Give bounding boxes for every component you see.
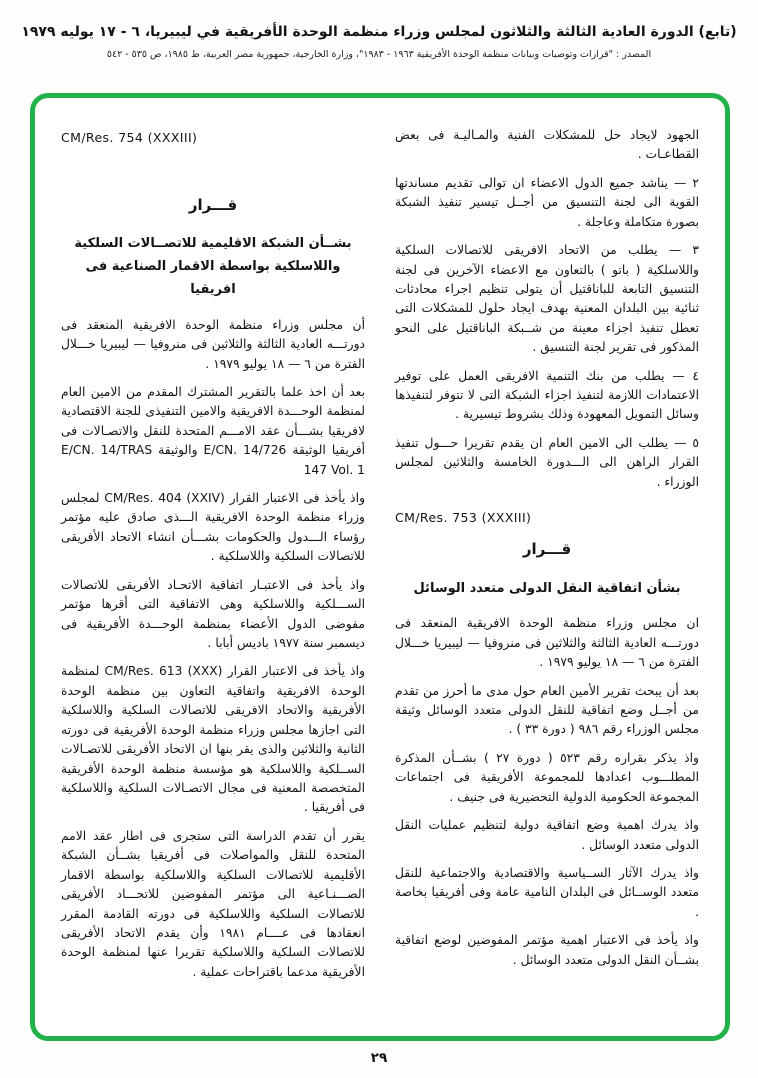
paragraph: واذ يدرك اهمية وضع اتفاقية دولية لتنظيم عمليات النقل الدولى متعدد الوسائل .: [395, 818, 699, 852]
paragraph: بعد أن اخذ علما بالتقرير المشترك المقدم من الامين العام لمنظمة الوحـــدة الافريقية والامين التنفيذى للجنة الاقتصادية لافريقيا بشـــأن عقد الامـــم المتحدة للنقل والاتصـالات فى أفريقيا الوثيقة E/CN. 14/726 والوثيقة E/CN. 14/TRAS 147 Vol. 1: [61, 384, 365, 477]
continuation-paragraph: ٣ — يطلب من الاتحاد الافريقى للاتصالات السلكية واللاسلكية ( باتو ) بالتعاون مع الاعضاء الآخرين فى لجنة التنسيق التابعة للباناقتيل أن يتولى تنظيم اجراء محادثات ثنائية بين البلدان المعنية بهدف ايجاد حلول للمشكلات التى تعطل تنفيذ اجزاء معينة من شــبكة الباناقتيل على النحو المذكور فى تقرير لجنة التنسيق .: [395, 243, 699, 355]
continuation-paragraph: ٢ — يناشد جميع الدول الاعضاء ان توالى تقديم مساندتها القوية الى لجنة التنسيق من أجــل تيسير تنفيذ الشبكة بصورة متكاملة وعاجلة .: [395, 175, 699, 229]
right-column: [395, 126, 699, 1018]
paragraph: ان مجلس وزراء منظمة الوحدة الافريقية المنعقد فى دورتـــه العادية الثالثة والثلاثين فى منروفيا — ليبيريا خـــلال الفترة من ٦ — ١٨ يوليو ١٩٧٩ .: [395, 616, 699, 670]
continuation-paragraph: ٥ — يطلب الى الامين العام ان يقدم تقريرا حـــول تنفيذ القرار الراهن الى الـــدورة الخامسة والثلاثين لمجلس الوزراء .: [395, 435, 699, 489]
resolution-ref: CM/Res. 753 (XXXIII): [395, 510, 532, 526]
paragraph: يقرر أن تقدم الدراسة التى ستجرى فى اطار عقد الامم المتحدة للنقل والمواصلات فى أفريقيا بشــأن الشبكة الأقليمية للاتصالات السلكية واللاسلكية بواسطة الاقمار الصـــنـاعية الى مؤتمر المفوضين للاتحـــاد الأفريقى للاتصالات السلكية واللاسلكية فى دورته القادمة المقرر انعقادها فى عــــام ١٩٨١ وأن يقدم الاتحاد الأفريقى للاتصالات السلكية واللاسلكية تقريرا عنها لمنظمة الوحدة الأفريقية مدعما باقتراحات عملية .: [61, 828, 365, 979]
paragraph: واذ يأخذ فى الاعتبار القرار CM/Res. 404 (XXIV) لمجلس وزراء منظمة الوحدة الافريقية الـــذى صادق عليه مؤتمر رؤساء الـــدول والحكومات بشـــأن انشاء الاتحاد الأفريقى للاتصالات السلكية واللاسلكية .: [61, 491, 366, 564]
content-border-frame: [30, 93, 730, 1041]
resolution-subtitle: بشأن اتفاقية النقل الدولى متعدد الوسائل: [413, 580, 681, 596]
resolution-title: قـــرار: [188, 195, 238, 214]
continuation-paragraph: الجهود لايجاد حل للمشكلات الفنية والمـاليـة فى بعض القطاعـات .: [395, 128, 699, 162]
resolution-title: قـــرار: [522, 539, 572, 558]
document-header: [0, 24, 758, 60]
paragraph: واذ يأخذ فى الاعتبار القرار CM/Res. 613 (XXX) لمنظمة الوحدة الافريقية واتفاقية التعاون بين منظمة الوحدة الأفريقية والاتحاد الافريقى للاتصالات السلكية واللاسلكية التى اجازها مجلس وزراء منظمة الوحدة الأفريقية فى دورته الثانية والثلاثين والذى يقر بنها ان الاتحاد الأفريقى للاتصـالات الســلكية واللاسلكية هو مؤسسة منظمة الوحدة الأفريقية المتخصصة المعنية فى مجال الاتصـالات السلكية واللاسلكية فى أفريقيا .: [61, 664, 366, 815]
paragraph: بعد أن يبحث تقرير الأمين العام حول مدى ما أحرز من تقدم من أجــل وضع اتفاقية للنقل الدولى متعدد الوسائل وثيقة مجلس الوزراء رقم ٩٨٦ ( دورة ٣٣ ) .: [395, 683, 699, 737]
header-session-title: (تابع) الدورة العادية الثالثة والثلاثون لمجلس وزراء منظمة الوحدة الأفريقية في ليبيريا، ٦ - ١٧ يوليه ١٩٧٩: [21, 24, 737, 40]
left-column: [61, 126, 365, 1018]
resolution-subtitle: بشــأن الشبكة الاقليمية للاتصــالات السلكية واللاسلكية بواسطة الاقمار الصناعية فى افريقيا: [74, 236, 352, 297]
paragraph: واذ يأخذ فى الاعتبار اهمية مؤتمر المفوضين لوضع اتفاقية بشــأن النقل الدولى متعدد الوسائل .: [395, 933, 699, 967]
paragraph: واذ يذكر بقراره رقم ٥٢٣ ( دورة ٢٧ ) بشــأن المذكرة المطلـــوب اعدادها للمجموعة الأفريقية فى اجتماعات المجموعة الحكومية الدولية التحضيرية فى جنيف .: [395, 750, 699, 804]
paragraph: واذ يدرك الآثار الســياسية والاقتصادية والاجتماعية للنقل متعدد الوســائل فى البلدان النامية عامة وفى أفريقيا بخاصة .: [395, 866, 699, 919]
paragraph: واذ يأخذ فى الاعتبـار اتفاقية الاتحـاد الأفريقى للاتصالات الســـلكية واللاسلكية وهى الاتفاقية التى أقرها مؤتمر مفوضى الدول الأعضاء بمنظمة الوحـــدة الأفريقية فى ديسمبر سنة ١٩٧٧ باديس أبابا .: [61, 577, 365, 651]
two-column-layout: [61, 126, 699, 1018]
resolution-ref: CM/Res. 754 (XXXIII): [61, 130, 198, 145]
header-source-note: المصدر : "قرارات وتوصيات وبيانات منظمة الوحدة الأفريقية ١٩٦٣ - ١٩٨٣"، وزارة الخارجية، جمهورية مصر العربية، ط ١٩٨٥، ص ٥٣٥ - ٥٤٢: [106, 49, 652, 60]
continuation-paragraph: ٤ — يطلب من بنك التنمية الافريقى العمل على توفير الاعتمادات اللازمة لتنفيذ اجزاء الشبكة التى لا تتوفر لتنفيذها وسائل التمويل المعهودة وذلك بشروط تيسيرية .: [395, 368, 699, 422]
page-number: ٢٩: [370, 1050, 388, 1066]
paragraph: أن مجلس وزراء منظمة الوحدة الافريقية المنعقد فى دورتـــه العادية الثالثة والثلاثين فى منروفيا — ليبيريا خـــلال الفترة من ٦ — ١٨ يوليو ١٩٧٩ .: [61, 317, 365, 371]
page-footer: [0, 1047, 758, 1066]
